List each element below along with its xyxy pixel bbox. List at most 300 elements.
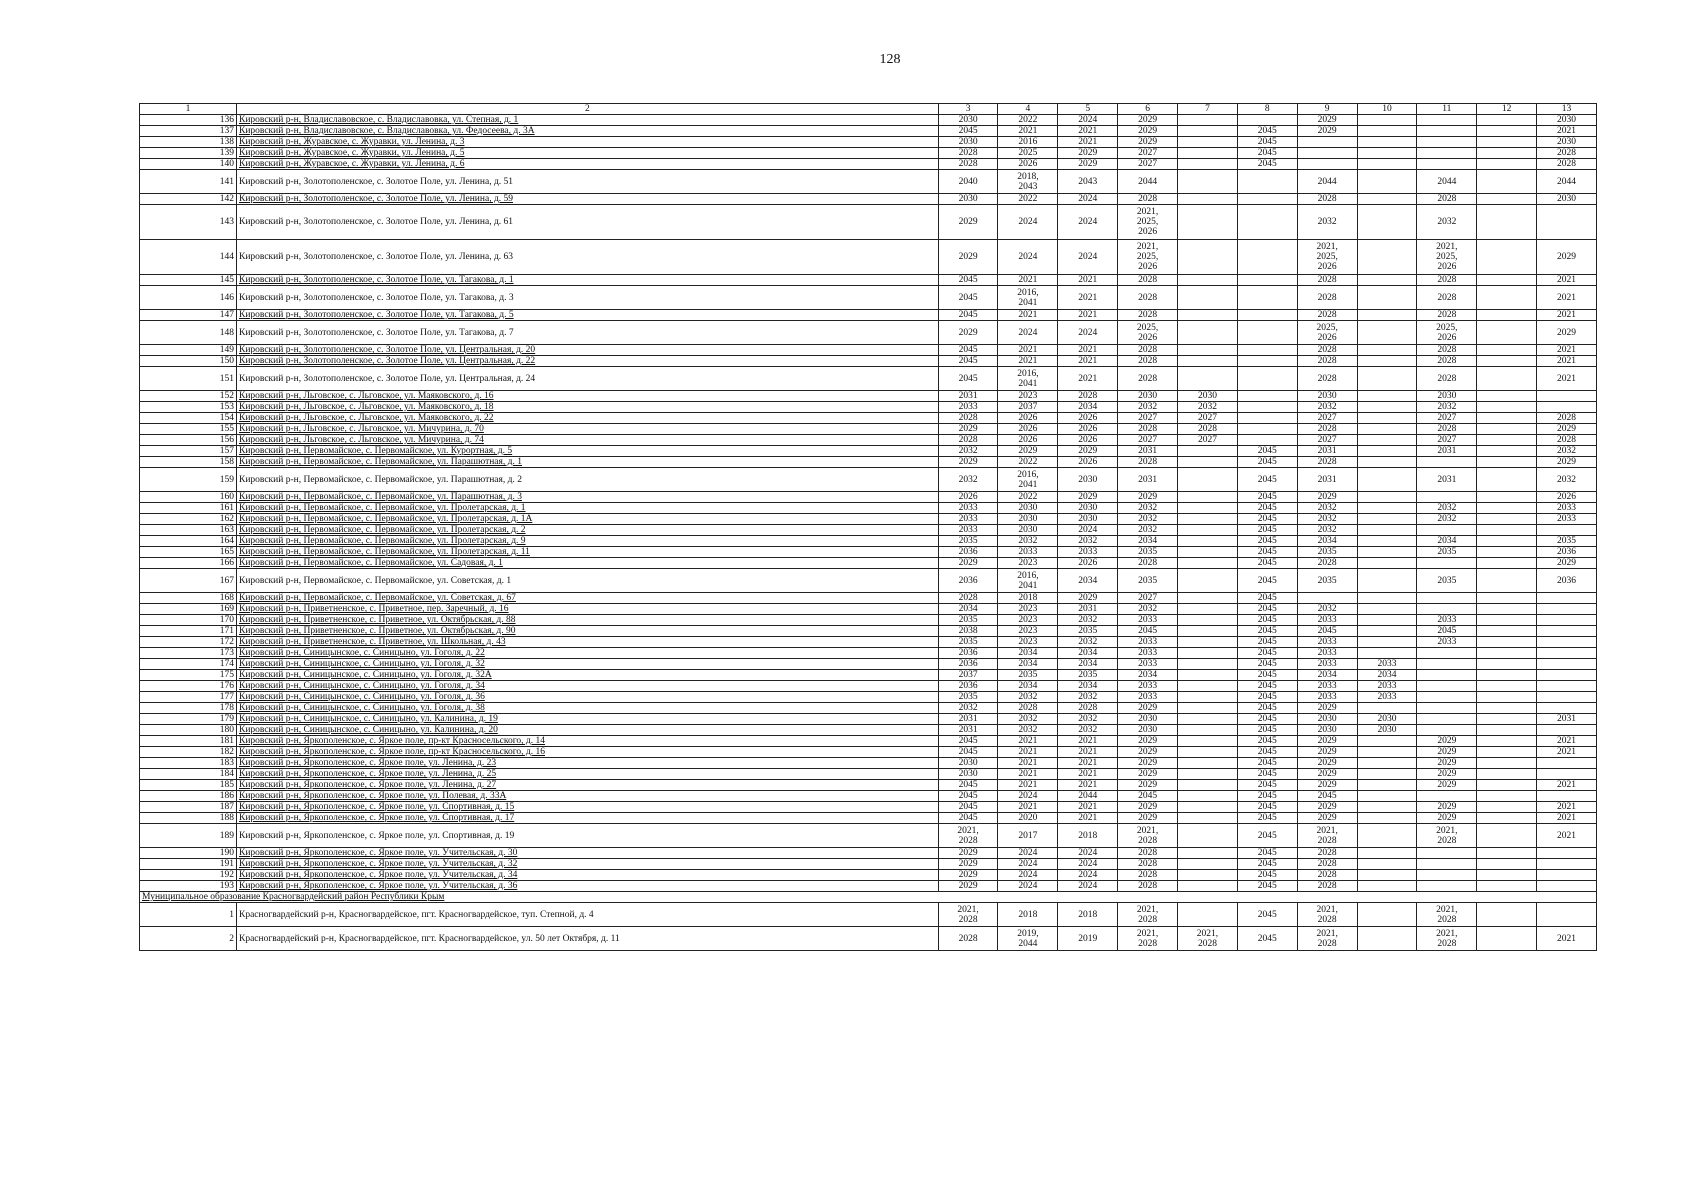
- year-cell: 2034: [1297, 670, 1357, 681]
- year-cell: 2036: [938, 569, 998, 593]
- row-number: 169: [140, 604, 237, 615]
- year-cell: 2032: [998, 714, 1058, 725]
- year-cell: [1357, 159, 1417, 170]
- year-cell: 2016, 2041: [998, 468, 1058, 492]
- year-cell: 2034: [998, 648, 1058, 659]
- row-number: 150: [140, 356, 237, 367]
- year-cell: 2018: [998, 903, 1058, 927]
- year-cell: 2021: [998, 126, 1058, 137]
- year-cell: [1417, 881, 1477, 892]
- year-cell: [1178, 558, 1238, 569]
- year-cell: 2029: [938, 205, 998, 240]
- year-cell: [1178, 310, 1238, 321]
- year-cell: [1537, 205, 1597, 240]
- year-cell: 2032: [1058, 714, 1118, 725]
- year-cell: 2028: [1537, 413, 1597, 424]
- year-cell: 2045: [1237, 492, 1297, 503]
- row-number: 162: [140, 514, 237, 525]
- year-cell: 2028: [1537, 435, 1597, 446]
- year-cell: 2030: [1537, 194, 1597, 205]
- year-cell: 2029: [1537, 457, 1597, 468]
- year-cell: 2033: [1297, 681, 1357, 692]
- address-cell: Кировский р-н, Яркополенское, с. Яркое поле, ул. Полевая, д. 33А: [236, 791, 938, 802]
- year-cell: 2028: [1118, 286, 1178, 310]
- year-cell: 2035: [1297, 569, 1357, 593]
- year-cell: 2028: [1297, 275, 1357, 286]
- year-cell: [1477, 593, 1537, 604]
- year-cell: 2021: [1537, 736, 1597, 747]
- year-cell: 2028: [1297, 286, 1357, 310]
- year-cell: 2026: [998, 413, 1058, 424]
- year-cell: 2021: [1058, 736, 1118, 747]
- year-cell: [1417, 457, 1477, 468]
- year-cell: [1237, 321, 1297, 345]
- year-cell: 2027: [1297, 413, 1357, 424]
- year-cell: 2045: [1237, 791, 1297, 802]
- year-cell: 2029: [1417, 802, 1477, 813]
- housing-registry-table: [139, 103, 1597, 951]
- row-number: 187: [140, 802, 237, 813]
- year-cell: 2029: [1118, 703, 1178, 714]
- year-cell: [1178, 514, 1238, 525]
- year-cell: 2031: [1537, 714, 1597, 725]
- column-number: 3: [938, 104, 998, 115]
- year-cell: 2032: [1058, 615, 1118, 626]
- year-cell: 2045: [1237, 446, 1297, 457]
- year-cell: [1178, 159, 1238, 170]
- year-cell: 2021: [998, 345, 1058, 356]
- year-cell: 2029: [938, 321, 998, 345]
- year-cell: [1357, 310, 1417, 321]
- year-cell: [1477, 148, 1537, 159]
- year-cell: 2029: [1297, 492, 1357, 503]
- year-cell: 2033: [1297, 648, 1357, 659]
- year-cell: [1178, 659, 1238, 670]
- year-cell: 2028: [1417, 356, 1477, 367]
- year-cell: [1357, 446, 1417, 457]
- table-row: [140, 525, 1597, 536]
- row-number: 144: [140, 240, 237, 275]
- year-cell: 2028: [1297, 367, 1357, 391]
- year-cell: [1537, 859, 1597, 870]
- year-cell: [1178, 536, 1238, 547]
- year-cell: [1237, 435, 1297, 446]
- year-cell: [1357, 604, 1417, 615]
- year-cell: 2032: [938, 468, 998, 492]
- year-cell: 2016: [998, 137, 1058, 148]
- row-number: 184: [140, 769, 237, 780]
- table-row: [140, 824, 1597, 848]
- address-cell: Кировский р-н, Первомайское, с. Первомайское, ул. Советская, д. 1: [236, 569, 938, 593]
- year-cell: 2045: [1237, 747, 1297, 758]
- address-cell: Кировский р-н, Синицынское, с. Синицыно, ул. Гоголя, д. 34: [236, 681, 938, 692]
- year-cell: [1417, 659, 1477, 670]
- year-cell: 2029: [1297, 736, 1357, 747]
- table-row: [140, 848, 1597, 859]
- year-cell: 2021, 2028: [1417, 927, 1477, 951]
- year-cell: 2045: [1237, 468, 1297, 492]
- row-number: 153: [140, 402, 237, 413]
- year-cell: 2045: [938, 286, 998, 310]
- column-number: 5: [1058, 104, 1118, 115]
- year-cell: 2045: [1237, 859, 1297, 870]
- address-cell: Кировский р-н, Яркополенское, с. Яркое поле, ул. Учительская, д. 34: [236, 870, 938, 881]
- year-cell: [1237, 413, 1297, 424]
- year-cell: 2034: [1058, 402, 1118, 413]
- year-cell: 2030: [1178, 391, 1238, 402]
- year-cell: [1357, 569, 1417, 593]
- table-row: [140, 725, 1597, 736]
- year-cell: [1178, 637, 1238, 648]
- year-cell: 2033: [1118, 648, 1178, 659]
- row-number: 159: [140, 468, 237, 492]
- year-cell: [1477, 345, 1537, 356]
- year-cell: [1178, 870, 1238, 881]
- year-cell: 2021: [1058, 126, 1118, 137]
- year-cell: 2027: [1417, 413, 1477, 424]
- year-cell: 2028: [1118, 194, 1178, 205]
- year-cell: [1477, 725, 1537, 736]
- table-row: [140, 736, 1597, 747]
- year-cell: 2034: [1297, 536, 1357, 547]
- year-cell: [1178, 681, 1238, 692]
- year-cell: [1237, 310, 1297, 321]
- table-row: [140, 569, 1597, 593]
- year-cell: 2045: [1237, 648, 1297, 659]
- year-cell: [1477, 525, 1537, 536]
- table-row: [140, 681, 1597, 692]
- table-row: [140, 648, 1597, 659]
- year-cell: [1417, 159, 1477, 170]
- row-number: 192: [140, 870, 237, 881]
- address-cell: Кировский р-н, Синицынское, с. Синицыно, ул. Гоголя, д. 38: [236, 703, 938, 714]
- address-cell: Кировский р-н, Первомайское, с. Первомайское, ул. Советская, д. 67: [236, 593, 938, 604]
- year-cell: 2024: [998, 859, 1058, 870]
- year-cell: 2045: [1237, 848, 1297, 859]
- year-cell: [1237, 275, 1297, 286]
- year-cell: 2029: [1118, 747, 1178, 758]
- year-cell: 2028: [1118, 859, 1178, 870]
- year-cell: 2030: [1297, 725, 1357, 736]
- row-number: 155: [140, 424, 237, 435]
- year-cell: 2030: [998, 503, 1058, 514]
- year-cell: [1477, 848, 1537, 859]
- year-cell: 2045: [1237, 615, 1297, 626]
- year-cell: 2045: [1237, 525, 1297, 536]
- year-cell: [1357, 536, 1417, 547]
- year-cell: 2021: [1058, 747, 1118, 758]
- row-number: 178: [140, 703, 237, 714]
- row-number: 2: [140, 927, 237, 951]
- year-cell: [1477, 536, 1537, 547]
- table-row: [140, 126, 1597, 137]
- address-cell: Кировский р-н, Льговское, с. Льговское, ул. Маяковского, д. 22: [236, 413, 938, 424]
- year-cell: 2021, 2028: [1297, 824, 1357, 848]
- year-cell: 2022: [998, 194, 1058, 205]
- row-number: 175: [140, 670, 237, 681]
- year-cell: [1357, 115, 1417, 126]
- year-cell: 2035: [1297, 547, 1357, 558]
- address-cell: Кировский р-н, Синицынское, с. Синицыно, ул. Гоголя, д. 36: [236, 692, 938, 703]
- year-cell: 2032: [1297, 205, 1357, 240]
- year-cell: 2024: [1058, 848, 1118, 859]
- year-cell: 2045: [1237, 681, 1297, 692]
- year-cell: 2032: [998, 536, 1058, 547]
- year-cell: 2029: [938, 457, 998, 468]
- year-cell: 2033: [1417, 637, 1477, 648]
- year-cell: 2044: [1537, 170, 1597, 194]
- year-cell: 2045: [1118, 791, 1178, 802]
- year-cell: 2028: [1118, 881, 1178, 892]
- year-cell: 2033: [1537, 514, 1597, 525]
- table-row: [140, 637, 1597, 648]
- year-cell: 2028: [1297, 345, 1357, 356]
- year-cell: 2028: [1118, 356, 1178, 367]
- year-cell: 2032: [1297, 525, 1357, 536]
- year-cell: 2029: [1297, 747, 1357, 758]
- address-cell: Кировский р-н, Льговское, с. Льговское, ул. Маяковского, д. 16: [236, 391, 938, 402]
- address-cell: Кировский р-н, Синицынское, с. Синицыно, ул. Калинина, д. 19: [236, 714, 938, 725]
- year-cell: [1477, 791, 1537, 802]
- year-cell: [1237, 356, 1297, 367]
- address-cell: Кировский р-н, Первомайское, с. Первомайское, ул. Парашютная, д. 2: [236, 468, 938, 492]
- year-cell: 2032: [1297, 514, 1357, 525]
- year-cell: [1357, 240, 1417, 275]
- year-cell: 2030: [1357, 714, 1417, 725]
- year-cell: [1477, 194, 1537, 205]
- year-cell: [1477, 126, 1537, 137]
- row-number: 142: [140, 194, 237, 205]
- year-cell: 2027: [1297, 435, 1357, 446]
- address-cell: Кировский р-н, Первомайское, с. Первомайское, ул. Пролетарская, д. 11: [236, 547, 938, 558]
- year-cell: 2021, 2028: [1118, 903, 1178, 927]
- year-cell: 2045: [1297, 791, 1357, 802]
- year-cell: [1237, 402, 1297, 413]
- year-cell: 2035: [1118, 569, 1178, 593]
- year-cell: 2028: [1297, 194, 1357, 205]
- year-cell: 2025, 2026: [1297, 321, 1357, 345]
- year-cell: [1178, 626, 1238, 637]
- address-cell: Кировский р-н, Приветненское, с. Приветное, ул. Октябрьская, д. 88: [236, 615, 938, 626]
- year-cell: 2032: [1297, 402, 1357, 413]
- year-cell: 2032: [1058, 692, 1118, 703]
- year-cell: 2035: [1058, 670, 1118, 681]
- year-cell: 2029: [1058, 148, 1118, 159]
- year-cell: 2020: [998, 813, 1058, 824]
- address-cell: Кировский р-н, Яркополенское, с. Яркое поле, ул. Учительская, д. 30: [236, 848, 938, 859]
- year-cell: 2024: [998, 870, 1058, 881]
- year-cell: 2021: [998, 802, 1058, 813]
- row-number: 163: [140, 525, 237, 536]
- year-cell: 2029: [1417, 758, 1477, 769]
- year-cell: 2045: [938, 802, 998, 813]
- year-cell: [1417, 137, 1477, 148]
- year-cell: [1357, 626, 1417, 637]
- year-cell: [1477, 569, 1537, 593]
- year-cell: [1178, 356, 1238, 367]
- row-number: 1: [140, 903, 237, 927]
- year-cell: [1178, 725, 1238, 736]
- row-number: 140: [140, 159, 237, 170]
- table-row: [140, 791, 1597, 802]
- year-cell: [1178, 126, 1238, 137]
- year-cell: 2028: [938, 413, 998, 424]
- year-cell: 2045: [938, 345, 998, 356]
- year-cell: 2029: [938, 848, 998, 859]
- year-cell: [1537, 870, 1597, 881]
- year-cell: [1357, 457, 1417, 468]
- year-cell: 2030: [938, 769, 998, 780]
- year-cell: [1417, 681, 1477, 692]
- year-cell: [1237, 424, 1297, 435]
- row-number: 182: [140, 747, 237, 758]
- year-cell: 2043: [1058, 170, 1118, 194]
- table-row: [140, 345, 1597, 356]
- row-number: 141: [140, 170, 237, 194]
- year-cell: 2032: [1417, 514, 1477, 525]
- year-cell: 2026: [998, 424, 1058, 435]
- year-cell: [1178, 321, 1238, 345]
- year-cell: [1357, 824, 1417, 848]
- row-number: 161: [140, 503, 237, 514]
- year-cell: 2032: [1178, 402, 1238, 413]
- year-cell: [1178, 275, 1238, 286]
- table-row: [140, 870, 1597, 881]
- year-cell: 2024: [1058, 859, 1118, 870]
- year-cell: 2045: [1237, 503, 1297, 514]
- year-cell: [1357, 780, 1417, 791]
- year-cell: [1357, 758, 1417, 769]
- year-cell: [1477, 413, 1537, 424]
- year-cell: 2030: [1058, 468, 1118, 492]
- year-cell: 2033: [938, 503, 998, 514]
- year-cell: [1477, 115, 1537, 126]
- year-cell: 2028: [938, 435, 998, 446]
- year-cell: [1477, 137, 1537, 148]
- page-number: 128: [879, 52, 901, 67]
- year-cell: [1417, 558, 1477, 569]
- address-cell: Кировский р-н, Яркополенское, с. Яркое поле, ул. Учительская, д. 36: [236, 881, 938, 892]
- row-number: 176: [140, 681, 237, 692]
- year-cell: 2029: [1118, 769, 1178, 780]
- row-number: 145: [140, 275, 237, 286]
- year-cell: [1357, 137, 1417, 148]
- year-cell: 2021: [1058, 286, 1118, 310]
- year-cell: 2028: [1058, 391, 1118, 402]
- year-cell: 2021: [1058, 275, 1118, 286]
- year-cell: 2028: [1417, 275, 1477, 286]
- table-row: [140, 692, 1597, 703]
- address-cell: Кировский р-н, Льговское, с. Льговское, ул. Мичурина, д. 74: [236, 435, 938, 446]
- year-cell: [1178, 813, 1238, 824]
- address-cell: Красногвардейский р-н, Красногвардейское, пгт. Красногвардейское, ул. 50 лет Октября, д. 11: [236, 927, 938, 951]
- year-cell: 2028: [938, 148, 998, 159]
- year-cell: 2021: [1537, 747, 1597, 758]
- address-cell: Кировский р-н, Яркополенское, с. Яркое поле, ул. Ленина, д. 25: [236, 769, 938, 780]
- year-cell: 2032: [1058, 536, 1118, 547]
- year-cell: 2036: [1537, 569, 1597, 593]
- year-cell: 2021: [1058, 802, 1118, 813]
- table-row: [140, 137, 1597, 148]
- address-cell: Кировский р-н, Синицынское, с. Синицыно, ул. Гоголя, д. 22: [236, 648, 938, 659]
- year-cell: [1237, 170, 1297, 194]
- year-cell: 2033: [1058, 547, 1118, 558]
- year-cell: [1357, 769, 1417, 780]
- year-cell: [1477, 681, 1537, 692]
- year-cell: [1477, 903, 1537, 927]
- year-cell: 2029: [1537, 321, 1597, 345]
- table-row: [140, 670, 1597, 681]
- year-cell: [1477, 703, 1537, 714]
- year-cell: 2024: [998, 321, 1058, 345]
- year-cell: [1297, 159, 1357, 170]
- year-cell: 2029: [1118, 813, 1178, 824]
- address-cell: Кировский р-н, Первомайское, с. Первомайское, ул. Парашютная, д. 1: [236, 457, 938, 468]
- year-cell: [1178, 367, 1238, 391]
- year-cell: 2035: [1537, 536, 1597, 547]
- year-cell: 2036: [938, 659, 998, 670]
- address-cell: Кировский р-н, Яркополенское, с. Яркое поле, ул. Спортивная, д. 19: [236, 824, 938, 848]
- year-cell: 2045: [1237, 637, 1297, 648]
- address-cell: Кировский р-н, Синицынское, с. Синицыно, ул. Гоголя, д. 32А: [236, 670, 938, 681]
- year-cell: [1357, 903, 1417, 927]
- year-cell: [1357, 148, 1417, 159]
- year-cell: 2045: [938, 780, 998, 791]
- year-cell: 2029: [1118, 802, 1178, 813]
- year-cell: 2034: [998, 681, 1058, 692]
- column-number: 7: [1178, 104, 1238, 115]
- year-cell: 2028: [1417, 345, 1477, 356]
- year-cell: 2021, 2025, 2026: [1297, 240, 1357, 275]
- table-row: [140, 747, 1597, 758]
- year-cell: [1357, 286, 1417, 310]
- year-cell: 2024: [998, 791, 1058, 802]
- year-cell: [1477, 692, 1537, 703]
- year-cell: [1537, 881, 1597, 892]
- year-cell: 2029: [1417, 780, 1477, 791]
- year-cell: [1477, 446, 1537, 457]
- year-cell: 2028: [1537, 148, 1597, 159]
- year-cell: 2032: [938, 703, 998, 714]
- year-cell: 2024: [1058, 115, 1118, 126]
- year-cell: 2024: [1058, 194, 1118, 205]
- year-cell: 2026: [1058, 457, 1118, 468]
- year-cell: [1178, 848, 1238, 859]
- year-cell: 2021, 2028: [938, 824, 998, 848]
- year-cell: [1178, 547, 1238, 558]
- year-cell: [1178, 569, 1238, 593]
- column-number: 11: [1417, 104, 1477, 115]
- year-cell: 2029: [1297, 813, 1357, 824]
- year-cell: [1178, 903, 1238, 927]
- year-cell: 2021, 2028: [1118, 824, 1178, 848]
- year-cell: 2045: [1237, 881, 1297, 892]
- year-cell: 2023: [998, 391, 1058, 402]
- year-cell: 2029: [1417, 813, 1477, 824]
- year-cell: [1357, 870, 1417, 881]
- year-cell: 2045: [1237, 769, 1297, 780]
- column-number: 4: [998, 104, 1058, 115]
- year-cell: [1357, 367, 1417, 391]
- year-cell: [1537, 758, 1597, 769]
- year-cell: [1178, 703, 1238, 714]
- year-cell: 2028: [1417, 424, 1477, 435]
- table-row: [140, 205, 1597, 240]
- table-row: [140, 859, 1597, 870]
- year-cell: 2032: [1058, 725, 1118, 736]
- year-cell: [1237, 115, 1297, 126]
- row-number: 157: [140, 446, 237, 457]
